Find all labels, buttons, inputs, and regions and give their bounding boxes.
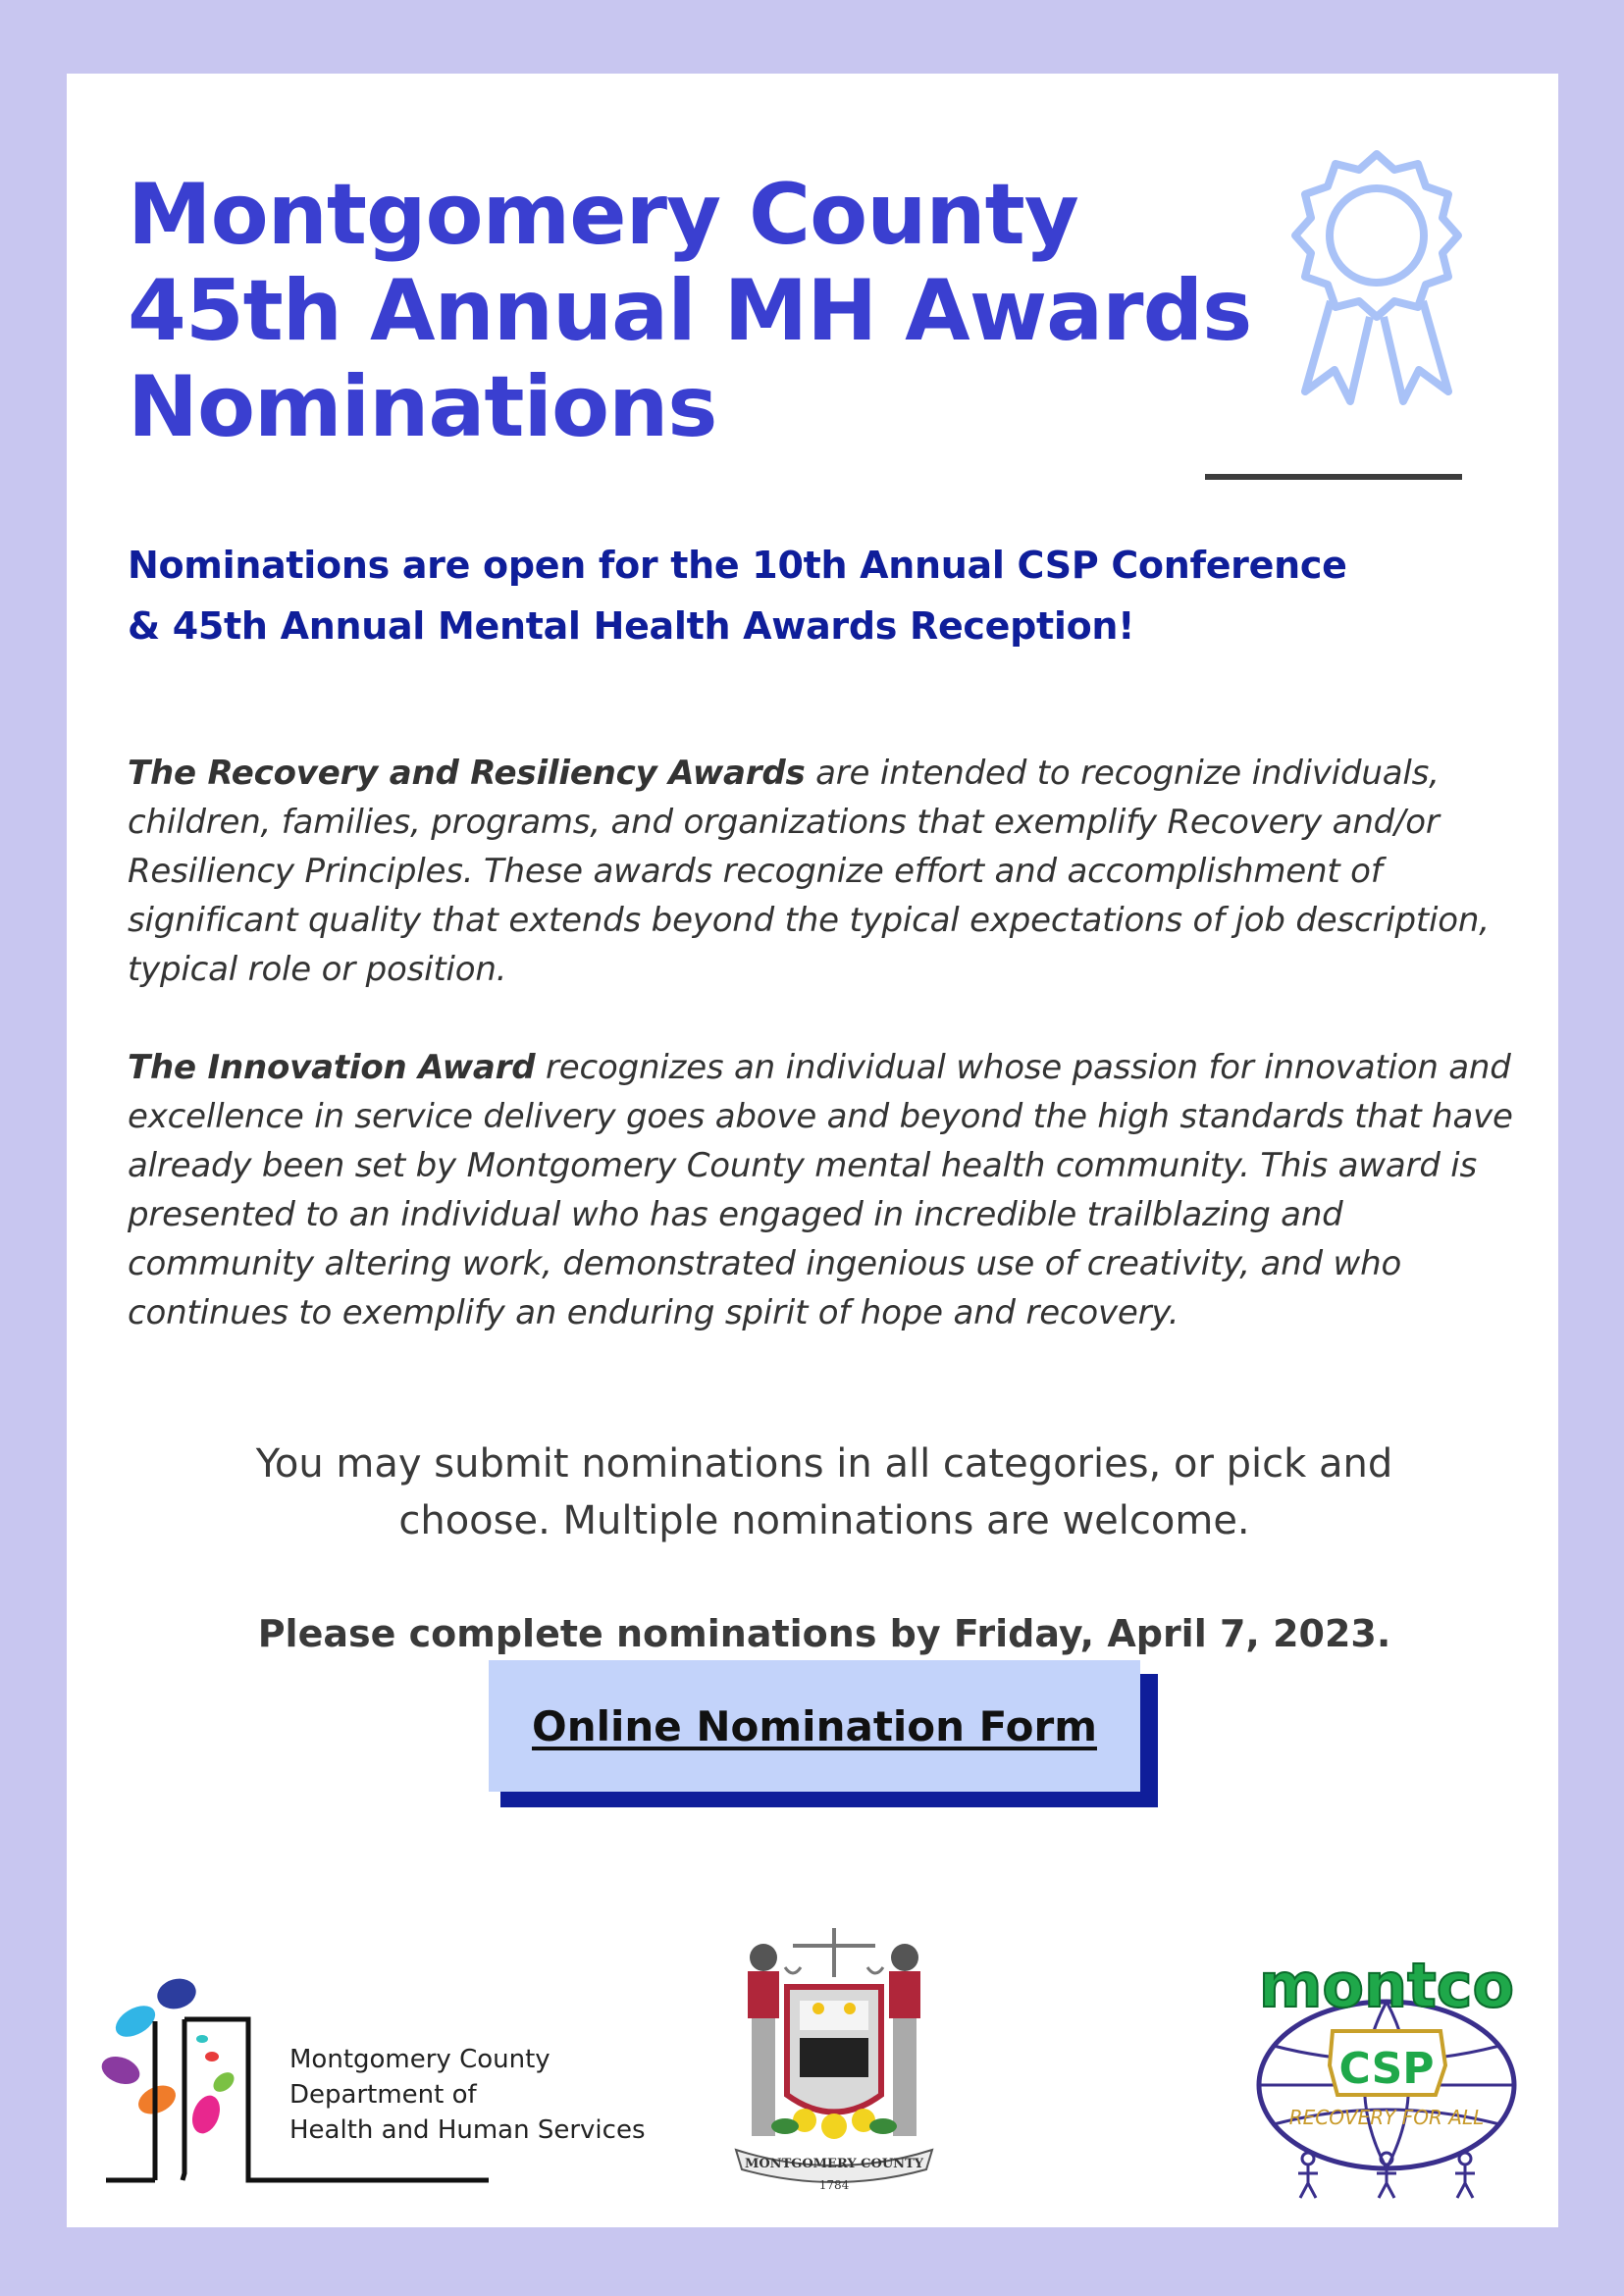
seal-banner-text: MONTGOMERY COUNTY: [744, 2157, 924, 2171]
submit-note-line-1: You may submit nominations in all categories, or pick and: [255, 1441, 1393, 1487]
hhs-line-1: Montgomery County: [289, 2045, 550, 2074]
title-line-3: Nominations: [128, 358, 717, 456]
title-line-2: 45th Annual MH Awards: [128, 262, 1252, 360]
innovation-award-name: The Innovation Award: [128, 1048, 536, 1087]
county-seal-icon: [716, 1918, 952, 2193]
hhs-logo-text: [289, 2042, 646, 2148]
submission-note: [128, 1435, 1521, 1549]
online-nomination-form-link[interactable]: Online Nomination Form: [489, 1660, 1140, 1792]
recovery-award-paragraph: [128, 749, 1521, 994]
title-divider: [1205, 474, 1462, 480]
flyer-card: [67, 74, 1558, 2227]
nominations-open-heading: [128, 535, 1521, 656]
submit-note-line-2: choose. Multiple nominations are welcome.: [398, 1498, 1250, 1543]
subheading-line-1: Nominations are open for the 10th Annual CSP Conference: [128, 544, 1347, 587]
award-ribbon-icon: [1274, 144, 1480, 411]
hhs-line-3: Health and Human Services: [289, 2115, 646, 2145]
deadline-text: Please complete nominations by Friday, April 7, 2023.: [257, 1612, 1391, 1655]
innovation-award-description: recognizes an individual whose passion for innovation and excellence in service delivery goes above and beyond the high standards that have already been set by Montgomery County mental health community. This award is presented to an individual who has engaged in incredible trailblazing and community altering work, demonstrated ingenious use of creativity, and who continues to exemplify an enduring spirit of hope and recovery.: [128, 1048, 1513, 1332]
nomination-form-button-wrap: [489, 1660, 1162, 1807]
csp-top-text: montco: [1258, 1950, 1515, 2021]
montco-csp-logo-icon: [1239, 1938, 1534, 2203]
seal-year-text: 1784: [818, 2178, 850, 2192]
subheading-line-2: & 45th Annual Mental Health Awards Reception!: [128, 604, 1135, 648]
recovery-award-description: are intended to recognize individuals, children, families, programs, and organizations that exemplify Recovery and/or Resiliency Principles. These awards recognize effort and accomplishment of significant quality that extends beyond the typical expectations of job description, typical role or position.: [128, 754, 1490, 989]
page-title: [128, 167, 1285, 455]
title-line-1: Montgomery County: [128, 166, 1078, 264]
csp-bottom-text: RECOVERY FOR ALL: [1288, 2106, 1485, 2129]
innovation-award-paragraph: [128, 1043, 1521, 1337]
recovery-award-name: The Recovery and Resiliency Awards: [128, 754, 806, 793]
csp-mid-text: CSP: [1338, 2044, 1435, 2094]
hhs-line-2: Department of: [289, 2080, 477, 2110]
